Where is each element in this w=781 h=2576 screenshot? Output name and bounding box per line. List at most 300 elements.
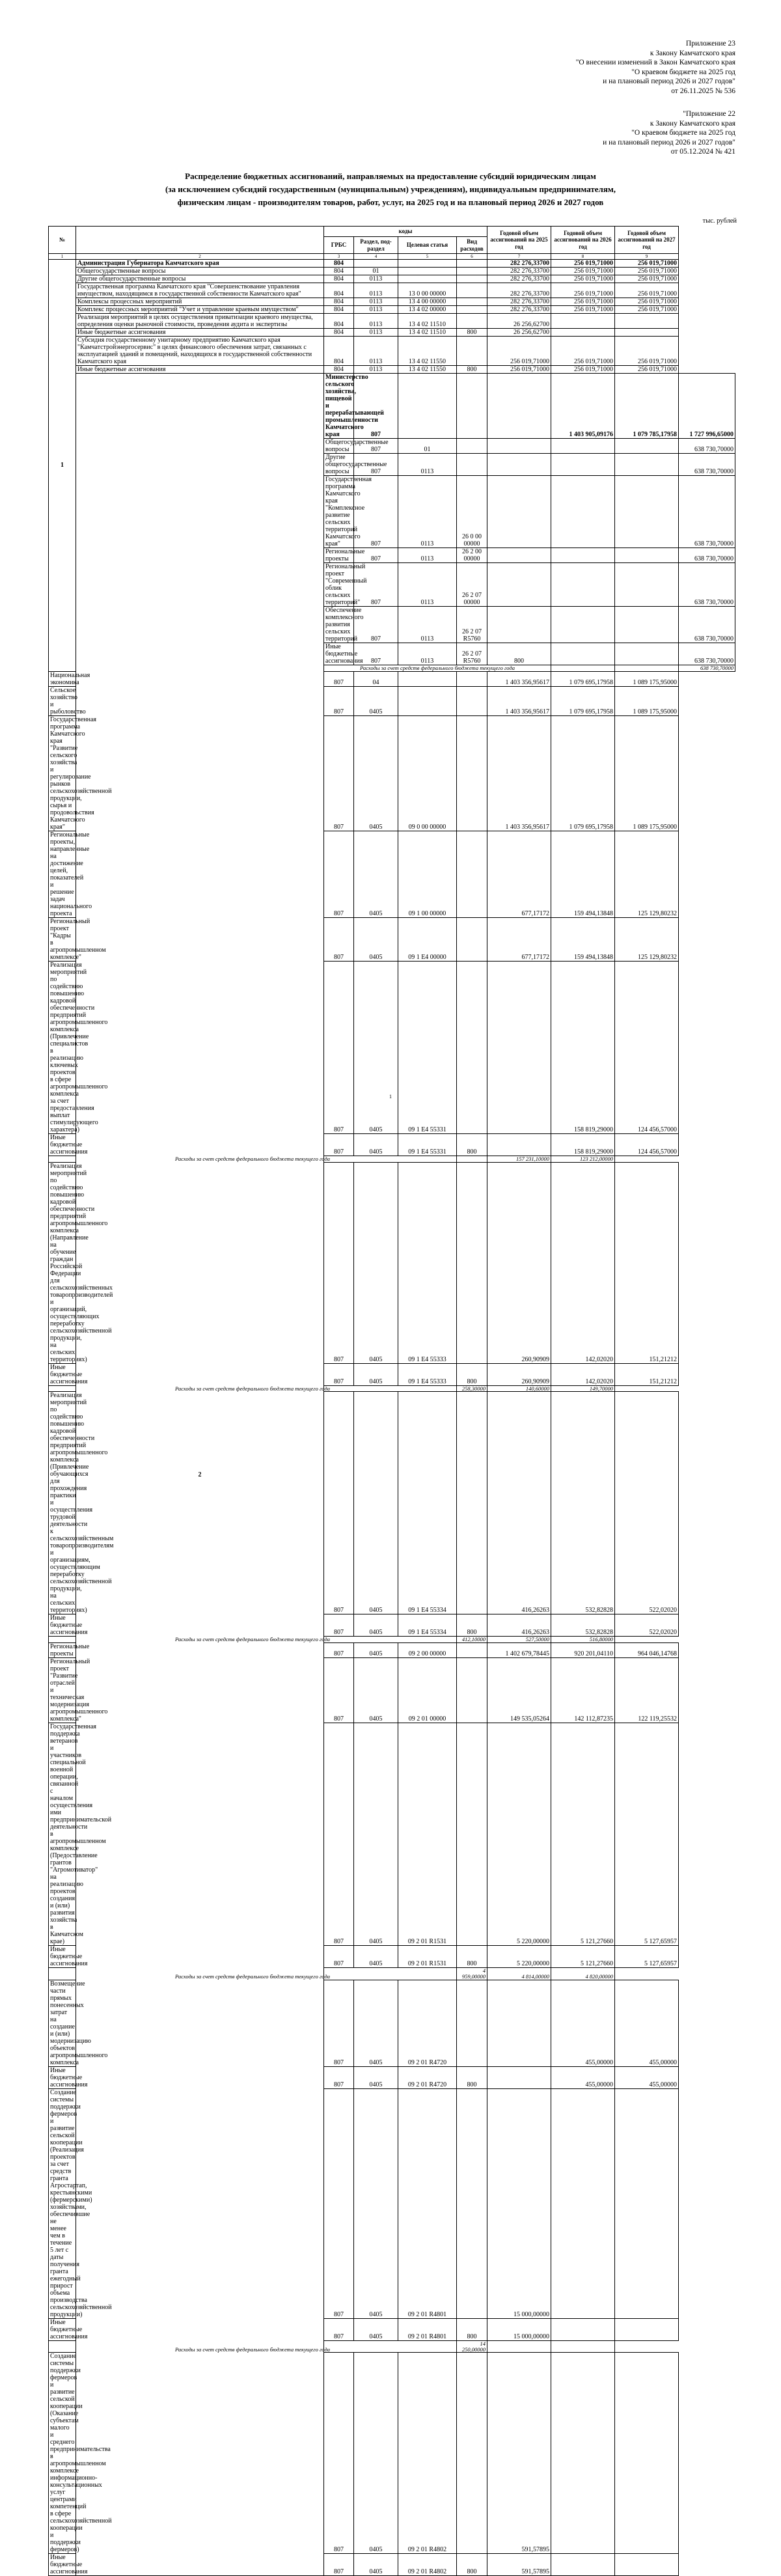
- row-name: Государственная поддержка ветеранов и участников специальной военной операции, связанной с началом осуществления ими предпринимательской деятельности в агропромышленном комплексе (Предоставление грантов "Агромотиватор" на реализацию проектов создания и (или) развития хозяйства в Камчатском крае): [49, 1723, 76, 1946]
- target-code: 09 1 E4 55334: [398, 1614, 457, 1637]
- value-2026: [487, 2340, 551, 2353]
- target-code: 13 4 00 00000: [398, 298, 457, 306]
- value-2027: 151,21212: [615, 1363, 679, 1385]
- value-2027: 256 019,71000: [615, 366, 679, 374]
- grbs-code: 807: [354, 607, 398, 643]
- vid-code: [457, 2353, 487, 2554]
- value-2027: 638 730,70000: [679, 454, 735, 476]
- value-2026: [615, 548, 679, 563]
- value-2027: [615, 329, 679, 337]
- target-code: 09 1 E4 55333: [398, 1162, 457, 1363]
- vid-code: [457, 1658, 487, 1723]
- value-2026: [551, 2088, 615, 2318]
- row-number: 1: [49, 260, 76, 672]
- grbs-code: 807: [324, 1162, 354, 1363]
- value-2025: [551, 476, 615, 548]
- target-code: [398, 275, 457, 283]
- razdel-code: 0405: [354, 1162, 398, 1363]
- row-name: Государственная программа Камчатского края "Развитие сельского хозяйства и регулирование рынков сельскохозяйственной продукции, сырья и продовольствия Камчатского края": [49, 715, 76, 831]
- target-code: 09 1 E4 00000: [398, 917, 457, 961]
- table-row: [49, 275, 735, 283]
- target-code: 09 1 E4 55333: [398, 1363, 457, 1385]
- row-name: Национальная экономика: [49, 671, 76, 686]
- target-code: 09 2 01 R1531: [398, 1946, 457, 1968]
- row-name: Общегосударственные вопросы: [76, 268, 324, 275]
- razdel-code: 0113: [354, 306, 398, 314]
- grbs-code: 807: [324, 671, 354, 686]
- value-2027: 123 212,00000: [551, 1156, 615, 1162]
- row-name: Реализация мероприятий по содействию повышению кадровой обеспеченности предприятий агропромышленного комплекса (Направление на обучение граждан Российской Федерации для сельскохозяйственных товаропроизводителей и организаций, осуществляющих переработку сельскохозяйственной продукции, на сельских территориях): [49, 1162, 76, 1363]
- razdel-code: 0113: [398, 548, 457, 563]
- razdel-code: 0405: [354, 1614, 398, 1637]
- value-2026: 1 079 695,17958: [551, 686, 615, 715]
- table-row: [49, 306, 735, 314]
- target-code: [398, 686, 457, 715]
- value-2027: 1 089 175,95000: [615, 715, 679, 831]
- grbs-code: 807: [324, 686, 354, 715]
- value-2027: 516,80000: [551, 1637, 615, 1643]
- vid-code: [487, 563, 551, 607]
- target-code: 13 4 02 11510: [398, 314, 457, 329]
- vid-code: [457, 337, 487, 366]
- grbs-code: 807: [324, 831, 354, 917]
- row-name: Иные бюджетные ассигнования: [76, 329, 324, 337]
- value-2025: 282 276,33700: [487, 275, 551, 283]
- note-text: Расходы за счет средств федерального бюджета текущего года: [49, 1156, 457, 1162]
- header-line: "О внесении изменений в Закон Камчатского края: [575, 59, 735, 67]
- row-name: Создание системы поддержки фермеров и развитие сельской кооперации (Оказание субъектам малого и среднего предпринимательства в агропромышленном комплексе информационно-консультационных услуг центрами компетенций в сфере сельскохозяйственной кооперации и поддержки фермеров): [49, 2353, 76, 2554]
- row-name: Возмещение части прямых понесенных затрат на создание и (или) модернизацию объектов агропромышленного комплекса: [49, 1980, 76, 2066]
- grbs-code: 807: [324, 1133, 354, 1156]
- value-2026: 256 019,71000: [551, 298, 615, 306]
- value-2027: 256 019,71000: [615, 298, 679, 306]
- value-2025: 412,10000: [457, 1637, 487, 1643]
- value-2026: [551, 329, 615, 337]
- value-2026: 5 121,27660: [551, 1723, 615, 1946]
- value-2027: 1 727 996,65000: [679, 374, 735, 439]
- value-2027: [551, 2340, 615, 2353]
- federal-note-row: [49, 1385, 735, 1392]
- value-2027: 638 730,70000: [679, 476, 735, 548]
- razdel-code: 0113: [354, 283, 398, 298]
- target-code: 09 2 01 R1531: [398, 1723, 457, 1946]
- vid-code: 800: [487, 643, 551, 665]
- row-name: Иные бюджетные ассигнования: [49, 1946, 76, 1968]
- value-2026: 5 121,27660: [551, 1946, 615, 1968]
- vid-code: [457, 283, 487, 298]
- grbs-code: 804: [324, 366, 354, 374]
- value-2027: 638 730,70000: [679, 643, 735, 665]
- grbs-code: 807: [354, 476, 398, 548]
- razdel-code: 0405: [354, 1133, 398, 1156]
- razdel-code: 0405: [354, 2066, 398, 2088]
- razdel-code: 0405: [354, 1392, 398, 1614]
- column-number: 1: [49, 254, 76, 260]
- razdel-code: 01: [398, 439, 457, 454]
- grbs-code: 804: [324, 306, 354, 314]
- target-code: [457, 374, 487, 439]
- value-2025: [487, 961, 551, 1133]
- row-name: Региональные проекты, направленные на достижение целей, показателей и решение задач национального проекта: [49, 831, 76, 917]
- table-row: [49, 298, 735, 306]
- federal-note-row: [49, 1968, 735, 1980]
- value-2026: 256 019,71000: [551, 283, 615, 298]
- grbs-code: 807: [324, 1946, 354, 1968]
- value-2026: 256 019,71000: [551, 366, 615, 374]
- value-2026: [615, 563, 679, 607]
- target-code: 26 2 07 00000: [457, 563, 487, 607]
- table-body: [49, 260, 735, 2576]
- table-row: [49, 314, 735, 329]
- header-line: и на плановый период 2026 и 2027 годов": [603, 138, 735, 146]
- value-2025: [551, 548, 615, 563]
- vid-code: 800: [457, 2554, 487, 2576]
- col-header-num: №: [49, 227, 76, 254]
- razdel-code: 0113: [398, 607, 457, 643]
- vid-code: [457, 961, 487, 1133]
- value-2025: 256 019,71000: [487, 337, 551, 366]
- col-header-name: [76, 227, 324, 254]
- value-2026: 158 819,29000: [551, 961, 615, 1133]
- table-row: [49, 337, 735, 366]
- vid-code: [457, 715, 487, 831]
- target-code: 09 1 E4 55331: [398, 1133, 457, 1156]
- value-2025: 5 220,00000: [487, 1723, 551, 1946]
- value-2027: 455,00000: [615, 2066, 679, 2088]
- value-2027: [615, 2554, 679, 2576]
- value-2025: 1 403 356,95617: [487, 671, 551, 686]
- target-code: 26 2 00 00000: [457, 548, 487, 563]
- grbs-code: 807: [354, 439, 398, 454]
- document-title: [46, 170, 735, 209]
- value-2026: [551, 2318, 615, 2340]
- row-name: Иные бюджетные ассигнования: [49, 1363, 76, 1385]
- value-2027: 151,21212: [615, 1162, 679, 1363]
- grbs-code: 807: [324, 1643, 354, 1658]
- grbs-code: 804: [324, 275, 354, 283]
- target-code: 09 2 01 R4802: [398, 2353, 457, 2554]
- vid-code: 800: [457, 1946, 487, 1968]
- note-text: Расходы за счет средств федерального бюджета текущего года: [324, 665, 551, 672]
- razdel-code: 0113: [398, 476, 457, 548]
- value-2025: 1 402 679,78445: [487, 1643, 551, 1658]
- title-line: Распределение бюджетных ассигнований, направляемых на предоставление субсидий юридическим лицам: [185, 171, 596, 181]
- row-name: Иные бюджетные ассигнования: [49, 1133, 76, 1156]
- razdel-code: 0405: [354, 1723, 398, 1946]
- vid-code: 800: [457, 329, 487, 337]
- vid-code: [457, 831, 487, 917]
- vid-code: [487, 548, 551, 563]
- title-line: физическим лицам - производителям товаров, работ, услуг, на 2025 год и на плановый период 2026 и 2027 годов: [177, 197, 604, 207]
- value-2025: 591,57895: [487, 2353, 551, 2554]
- page-number: 1: [389, 1094, 392, 1100]
- value-2027: 124 456,57000: [615, 961, 679, 1133]
- value-2027: 522,02020: [615, 1392, 679, 1614]
- value-2026: 158 819,29000: [551, 1133, 615, 1156]
- grbs-code: 807: [324, 2066, 354, 2088]
- target-code: 26 2 07 R5760: [457, 607, 487, 643]
- col-header-2027: Годовой объем ассигнований на 2027 год: [615, 227, 679, 254]
- target-code: 09 1 E4 55331: [398, 961, 457, 1133]
- razdel-code: 0113: [398, 643, 457, 665]
- value-2025: [551, 665, 615, 672]
- grbs-code: 807: [324, 1980, 354, 2066]
- appendix-header-current: [576, 39, 735, 96]
- vid-code: [457, 686, 487, 715]
- col-header-razdel: Раздел, под-раздел: [354, 237, 398, 254]
- vid-code: [487, 439, 551, 454]
- value-2027: 638 730,70000: [679, 563, 735, 607]
- header-line: "Приложение 22: [683, 110, 735, 118]
- value-2026: 455,00000: [551, 2066, 615, 2088]
- target-code: 13 4 02 11510: [398, 329, 457, 337]
- grbs-code: 807: [354, 643, 398, 665]
- value-2026: [615, 607, 679, 643]
- value-2026: 920 201,04110: [551, 1643, 615, 1658]
- target-code: 13 4 02 11550: [398, 337, 457, 366]
- value-2025: 591,57895: [487, 2554, 551, 2576]
- row-name: Обеспечение комплексного развития сельских территорий: [324, 607, 354, 643]
- row-name: Региональные проекты: [49, 1643, 76, 1658]
- target-code: 09 2 00 00000: [398, 1643, 457, 1658]
- razdel-code: 0405: [354, 2353, 398, 2554]
- grbs-code: 804: [324, 260, 354, 268]
- row-name: Другие общегосударственные вопросы: [76, 275, 324, 283]
- vid-code: 800: [457, 2318, 487, 2340]
- vid-code: 800: [457, 1614, 487, 1637]
- value-2026: 142,02020: [551, 1162, 615, 1363]
- row-name: Региональные проекты: [324, 548, 354, 563]
- razdel-code: 0113: [354, 337, 398, 366]
- value-2025: 14 250,00000: [457, 2340, 487, 2353]
- title-line: (за исключением субсидий государственным (муниципальным) учреждениям), индивидуальным предпринимателям,: [165, 184, 616, 194]
- razdel-code: 0113: [398, 454, 457, 476]
- col-header-2025: Годовой объем ассигнований на 2025 год: [487, 227, 551, 254]
- value-2025: 1 403 356,95617: [487, 715, 551, 831]
- value-2027: 256 019,71000: [615, 268, 679, 275]
- value-2027: 256 019,71000: [615, 283, 679, 298]
- vid-code: [457, 1723, 487, 1946]
- value-2026: [615, 476, 679, 548]
- value-2027: 256 019,71000: [615, 306, 679, 314]
- value-2027: [615, 314, 679, 329]
- value-2025: [551, 607, 615, 643]
- value-2026: [615, 643, 679, 665]
- row-name: Сельское хозяйство и рыболовство: [49, 686, 76, 715]
- value-2025: 677,17172: [487, 831, 551, 917]
- note-text: Расходы за счет средств федерального бюджета текущего года: [49, 1385, 457, 1392]
- razdel-code: 0405: [354, 1980, 398, 2066]
- note-text: Расходы за счет средств федерального бюджета текущего года: [49, 1637, 457, 1643]
- razdel-code: 0405: [354, 686, 398, 715]
- row-name: Реализация мероприятий по содействию повышению кадровой обеспеченности предприятий агропромышленного комплекса (Привлечение обучающихся для прохождения практики и осуществления трудовой деятельности к сельскохозяйственным товаропроизводителям и организациям, осуществляющим переработку сельскохозяйственной продукции, на сельских территориях): [49, 1392, 76, 1614]
- target-code: 13 0 00 00000: [398, 283, 457, 298]
- federal-note-row: [49, 1637, 735, 1643]
- value-2026: 4 814,00000: [487, 1968, 551, 1980]
- value-2025: [487, 2066, 551, 2088]
- value-2026: [551, 314, 615, 329]
- vid-code: [487, 476, 551, 548]
- row-name: Реализация мероприятий по содействию повышению кадровой обеспеченности предприятий агропромышленного комплекса (Привлечение специалистов в реализацию ключевых проектов в сфере агропромышленного комплекса за счет предоставления выплат стимулирующего характера): [49, 961, 76, 1133]
- razdel-code: 0405: [354, 715, 398, 831]
- vid-code: [487, 607, 551, 643]
- table-row: [49, 268, 735, 275]
- row-name: Государственная программа Камчатского края "Комплексное развитие сельских территорий Камчатского края": [324, 476, 354, 548]
- vid-code: [457, 671, 487, 686]
- grbs-code: 807: [324, 2088, 354, 2318]
- header-line: к Закону Камчатского края: [650, 119, 735, 128]
- value-2025: [457, 1156, 487, 1162]
- vid-code: [487, 374, 551, 439]
- value-2027: 964 046,14768: [615, 1643, 679, 1658]
- vid-code: [457, 298, 487, 306]
- table-row: [49, 283, 735, 298]
- razdel-code: 01: [354, 268, 398, 275]
- vid-code: [457, 1643, 487, 1658]
- value-2026: 256 019,71000: [551, 306, 615, 314]
- grbs-code: 807: [324, 2353, 354, 2554]
- grbs-code: 807: [324, 715, 354, 831]
- value-2026: 1 079 785,17958: [615, 374, 679, 439]
- value-2025: 15 000,00000: [487, 2088, 551, 2318]
- value-2025: 5 220,00000: [487, 1946, 551, 1968]
- table-row: [49, 260, 735, 268]
- column-number: 7: [487, 254, 551, 260]
- value-2025: 1 403 356,95617: [487, 686, 551, 715]
- value-2026: [615, 439, 679, 454]
- value-2025: [487, 1980, 551, 2066]
- razdel-code: 0113: [354, 314, 398, 329]
- razdel-code: 0113: [354, 329, 398, 337]
- grbs-code: 804: [324, 268, 354, 275]
- value-2025: 260,90909: [487, 1363, 551, 1385]
- razdel-code: 0113: [354, 275, 398, 283]
- razdel-code: 0113: [354, 366, 398, 374]
- razdel-code: 0405: [354, 1658, 398, 1723]
- grbs-code: 804: [324, 329, 354, 337]
- vid-code: [457, 314, 487, 329]
- razdel-code: 0405: [354, 917, 398, 961]
- target-code: [398, 260, 457, 268]
- razdel-code: [398, 374, 457, 439]
- value-2025: 282 276,33700: [487, 268, 551, 275]
- vid-code: [487, 454, 551, 476]
- row-number: 2: [76, 374, 324, 2576]
- value-2026: 256 019,71000: [551, 268, 615, 275]
- value-2026: 532,82828: [551, 1614, 615, 1637]
- row-name: Иные бюджетные ассигнования: [49, 1614, 76, 1637]
- value-2026: 142 112,87235: [551, 1658, 615, 1723]
- row-name: Общегосударственные вопросы: [324, 439, 354, 454]
- vid-code: [457, 1162, 487, 1363]
- budget-table: [48, 226, 735, 2576]
- grbs-code: 807: [354, 374, 398, 439]
- column-number: 8: [551, 254, 615, 260]
- value-2026: [551, 2353, 615, 2554]
- value-2027: 638 730,70000: [679, 665, 735, 672]
- row-name: Субсидия государственному унитарному предприятию Камчатского края "Камчатстройэнергосервис" в целях финансового обеспечения затрат, связанных с эксплуатацией зданий и помещений, находящихся в государственной собственности Камчатского края: [76, 337, 324, 366]
- vid-code: [457, 1980, 487, 2066]
- grbs-code: 807: [324, 1363, 354, 1385]
- row-name: Региональный проект "Развитие отраслей и техническая модернизация агропромышленного комплекса": [49, 1658, 76, 1723]
- grbs-code: 807: [324, 1658, 354, 1723]
- razdel-code: 0405: [354, 1643, 398, 1658]
- value-2025: 677,17172: [487, 917, 551, 961]
- grbs-code: 807: [324, 917, 354, 961]
- vid-code: 800: [457, 1363, 487, 1385]
- vid-code: 800: [457, 2066, 487, 2088]
- column-number: 3: [324, 254, 354, 260]
- value-2026: 140,60000: [487, 1385, 551, 1392]
- row-name: Региональный проект "Современный облик сельских территорий": [324, 563, 354, 607]
- value-2027: 1 089 175,95000: [615, 686, 679, 715]
- value-2025: [487, 1133, 551, 1156]
- value-2026: [551, 2554, 615, 2576]
- value-2026: 1 079 695,17958: [551, 715, 615, 831]
- vid-code: [457, 1392, 487, 1614]
- vid-code: [457, 306, 487, 314]
- target-code: 09 2 01 R4801: [398, 2088, 457, 2318]
- grbs-code: 807: [354, 454, 398, 476]
- federal-note-row: [49, 2340, 735, 2353]
- column-number: 6: [457, 254, 487, 260]
- grbs-code: 804: [324, 283, 354, 298]
- header-line: и на плановый период 2026 и 2027 годов": [603, 77, 735, 86]
- col-header-target: Целевая статья: [398, 237, 457, 254]
- razdel-code: 0405: [354, 2554, 398, 2576]
- razdel-code: 0405: [354, 2318, 398, 2340]
- header-line: Приложение 23: [685, 40, 735, 48]
- target-code: 26 0 00 00000: [457, 476, 487, 548]
- value-2026: 1 079 695,17958: [551, 671, 615, 686]
- column-number: 5: [398, 254, 457, 260]
- value-2025: 4 959,00000: [457, 1968, 487, 1980]
- value-2027: 256 019,71000: [615, 275, 679, 283]
- value-2027: [615, 2318, 679, 2340]
- razdel-code: 0405: [354, 961, 398, 1133]
- target-code: 09 1 00 00000: [398, 831, 457, 917]
- value-2025: 26 256,62700: [487, 314, 551, 329]
- value-2025: 258,30000: [457, 1385, 487, 1392]
- unit-label: тыс. рублей: [702, 217, 737, 225]
- row-name: Другие общегосударственные вопросы: [324, 454, 354, 476]
- value-2026: 159 494,13848: [551, 831, 615, 917]
- col-header-vid: Вид расходов: [457, 237, 487, 254]
- grbs-code: 807: [354, 548, 398, 563]
- note-text: Расходы за счет средств федерального бюджета текущего года: [49, 1968, 457, 1980]
- target-code: [457, 454, 487, 476]
- target-code: 09 0 00 00000: [398, 715, 457, 831]
- target-code: 13 4 02 11550: [398, 366, 457, 374]
- value-2025: 282 276,33700: [487, 283, 551, 298]
- grbs-code: 807: [354, 563, 398, 607]
- row-name: Иные бюджетные ассигнования: [49, 2554, 76, 2576]
- row-name: Комплексы процессных мероприятий: [76, 298, 324, 306]
- value-2027: [615, 2088, 679, 2318]
- value-2025: [551, 563, 615, 607]
- value-2027: 124 456,57000: [615, 1133, 679, 1156]
- value-2027: 638 730,70000: [679, 439, 735, 454]
- value-2025: [551, 454, 615, 476]
- value-2026: 142,02020: [551, 1363, 615, 1385]
- value-2026: [615, 665, 679, 672]
- value-2027: 638 730,70000: [679, 607, 735, 643]
- vid-code: 800: [457, 366, 487, 374]
- row-name: Реализация мероприятий в целях осуществления приватизации краевого имущества, определения оценки рыночной стоимости, проведения аудита и экспертизы: [76, 314, 324, 329]
- row-name: Иные бюджетные ассигнования: [324, 643, 354, 665]
- note-text: Расходы за счет средств федерального бюджета текущего года: [49, 2340, 457, 2353]
- col-header-codes: коды: [324, 227, 487, 237]
